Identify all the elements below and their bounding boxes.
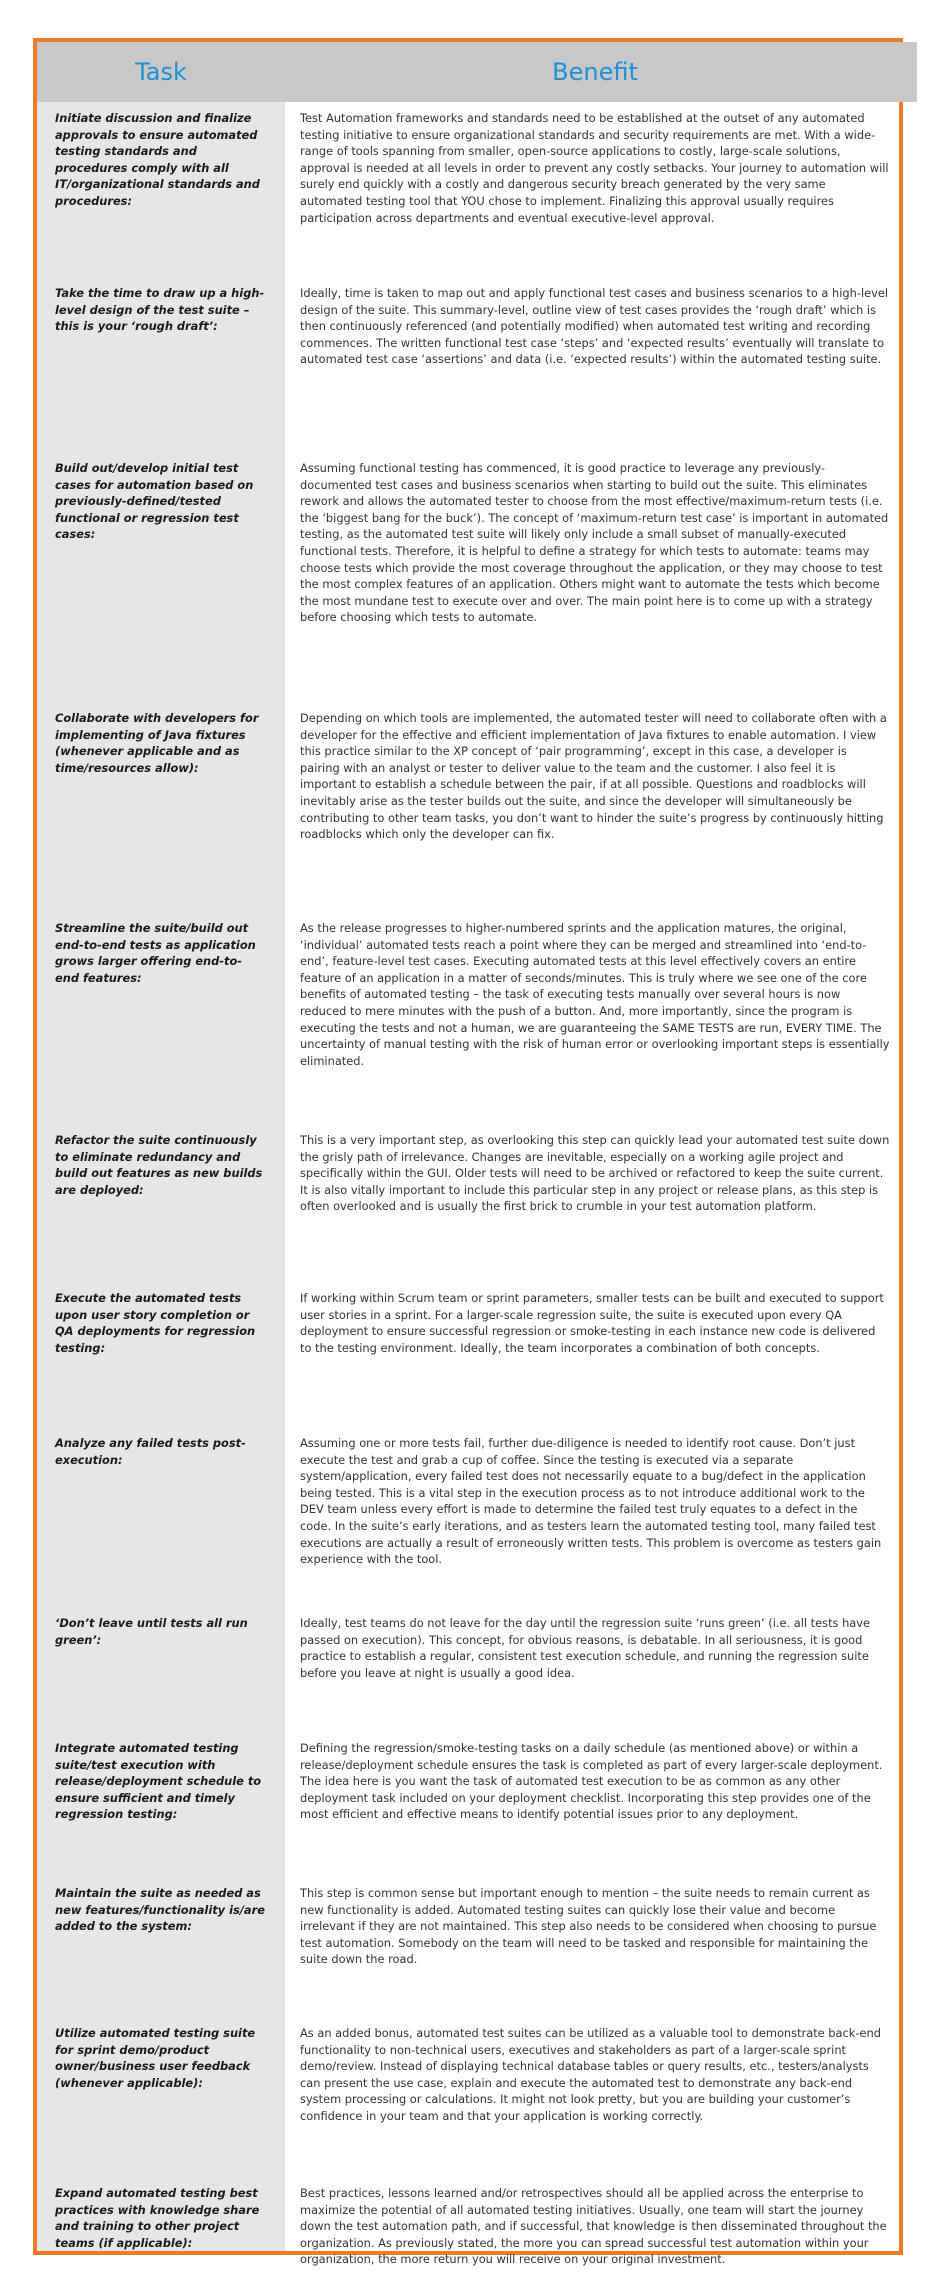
task-cell: Execute the automated tests upon user story completion or QA deployments for regression testing: <box>55 1291 256 1355</box>
benefit-cell: As the release progresses to higher-numbered sprints and the application matures, the original, ‘individual’ automated tests reach a point where they can be merged and streamlined into ‘end-to-end’, feature-level test cases. Executing automated tests at this level effectively covers an entire feature of an application in a matter of seconds/minutes. This is truly where we see one of the core benefits of automated testing – the task of executing tests manually over several hours is now reduced to mere minutes with the push of a button. And, more importantly, since the program is executing the tests and not a human, we are guaranteeing the SAME TESTS are run, EVERY TIME. The uncertainty of manual testing with the risk of human error or overlooking important steps is essentially eliminated. <box>300 921 890 1068</box>
task-cell: Utilize automated testing suite for sprint demo/product owner/business user feedback (whenever applicable): <box>55 2026 256 2090</box>
benefit-cell: Assuming one or more tests fail, further due-diligence is needed to identify root cause. Don’t just execute the test and grab a cup of coffee. Since the testing is executed via a separate system/application, every failed test does not necessarily equate to a bug/defect in the application being tested. This is a vital step in the execution process as to not introduce additional work to the DEV team unless every effort is made to determine the failed test truly equates to a defect in the code. In the suite’s early iterations, and as testers learn the automated testing tool, many failed test executions are actually a result of erroneously written tests. This problem is overcome as testers gain experience with the tool. <box>300 1436 882 1567</box>
benefit-cell: Defining the regression/smoke-testing tasks on a daily schedule (as mentioned above) or within a release/deployment schedule ensures the task is completed as part of every larger-scale deployment. The idea here is you want the task of automated test execution to be as common as any other deployment task included on your deployment checklist. Incorporating this step provides one of the most efficient and effective means to identify potential issues prior to any deployment. <box>300 1741 883 1822</box>
task-cell: Streamline the suite/build out end-to-end tests as application grows larger offering end-to-end features: <box>55 921 256 985</box>
benefit-cell: This step is common sense but important enough to mention – the suite needs to remain current as new functionality is added. Automated testing suites can quickly lose their value and become irrelevant if they are not maintained. This step also needs to be considered when choosing to pursue test automation. Somebody on the team will need to be tasked and responsible for maintaining the suite down the road. <box>300 1886 877 1967</box>
benefit-cell: This is a very important step, as overlooking this step can quickly lead your automated test suite down the grisly path of irrelevance. Changes are inevitable, especially on a working agile project and specifically within the GUI. Older tests will need to be archived or refactored to keep the suite current. It is also vitally important to include this particular step in any project or release plans, as this step is often overlooked and is usually the first brick to crumble in your test automation platform. <box>300 1133 890 1214</box>
task-cell: Refactor the suite continuously to eliminate redundancy and build out features as new builds are deployed: <box>55 1133 263 1197</box>
task-cell: Integrate automated testing suite/test execution with release/deployment schedule to ensure sufficient and timely regression testing: <box>55 1741 262 1822</box>
benefit-cell: Ideally, test teams do not leave for the day until the regression suite ‘runs green’ (i.e. all tests have passed on execution). This concept, for obvious reasons, is debatable. In all seriousness, it is good practice to establish a regular, consistent test execution schedule, and running the regression suite before you leave at night is usually a good idea. <box>300 1616 871 1680</box>
benefit-cell: As an added bonus, automated test suites can be utilized as a valuable tool to demonstrate back-end functionality to non-technical users, executives and stakeholders as part of a larger-scale sprint demo/review. Instead of displaying technical database tables or query results, etc., testers/analysts can present the use case, explain and execute the automated test to demonstrate any back-end system processing or calculations. It might not look pretty, but you are building your customer’s confidence in your team and that your application is working correctly. <box>300 2026 881 2123</box>
benefit-cell: Depending on which tools are implemented, the automated tester will need to collaborate often with a developer for the effective and efficient implementation of Java fixtures to enable automation. I view this practice similar to the XP concept of ‘pair programming’, except in this case, a developer is pairing with an analyst or tester to deliver value to the team and the customer. I also feel it is important to establish a schedule between the pair, if at all possible. Questions and roadblocks will inevitably arise as the tester builds out the suite, and since the developer will simultaneously be contributing to other team tasks, you don’t want to hinder the suite’s progress by continuously hitting roadblocks which only the developer can fix. <box>300 711 887 842</box>
task-column-header: Task <box>135 58 187 86</box>
benefit-cell: Assuming functional testing has commenced, it is good practice to leverage any previously-documented test cases and business scenarios when starting to build out the suite. This eliminates rework and allows the automated tester to choose from the most effective/maximum-return tests (i.e. the ‘biggest bang for the buck’). The concept of ‘maximum-return test case’ is important in automated testing, as the automated test suite will likely only include a small subset of manually-executed functional tests. Therefore, it is helpful to define a strategy for which tests to automate: teams may choose tests which provide the most coverage throughout the application, or they may choose to test the most complex features of an application. Others might want to automate the tests which become the most mundane test to execute over and over. The main point here is to come up with a strategy before choosing which tests to automate. <box>300 461 889 625</box>
task-cell: Expand automated testing best practices with knowledge share and training to other project teams (if applicable): <box>55 2186 260 2250</box>
task-cell: ‘Don’t leave until tests all run green’: <box>55 1616 248 1647</box>
task-cell: Collaborate with developers for implementing of Java fixtures (whenever applicable and as time/resources allow): <box>55 711 259 775</box>
task-cell: Build out/develop initial test cases for automation based on previously-defined/tested functional or regression test cases: <box>55 461 254 542</box>
benefit-cell: Test Automation frameworks and standards need to be established at the outset of any automated testing initiative to ensure organizational standards and security requirements are met. With a wide-range of tools spanning from smaller, open-source applications to costly, large-scale solutions, approval is needed at all levels in order to prevent any costly setbacks. Your journey to automation will surely end quickly with a costly and dangerous security breach generated by the very same automated testing tool that YOU chose to implement. Finalizing this approval usually requires participation across departments and eventual executive-level approval. <box>300 111 889 225</box>
benefit-cell: Ideally, time is taken to map out and apply functional test cases and business scenarios to a high-level design of the suite. This summary-level, outline view of test cases provides the ‘rough draft’ which is then continuously referenced (and potentially modified) when automated test writing and recording commences. The written functional test case ‘steps’ and ‘expected results’ eventually will translate to automated test case ‘assertions’ and data (i.e. ‘expected results’) within the automated testing suite. <box>300 286 889 367</box>
benefit-column-header: Benefit <box>552 58 638 86</box>
task-cell: Analyze any failed tests post-execution: <box>55 1436 246 1467</box>
benefit-cell: If working within Scrum team or sprint parameters, smaller tests can be built and executed to support user stories in a sprint. For a larger-scale regression suite, the suite is executed upon every QA deployment to ensure successful regression or smoke-testing in each instance new code is delivered to the testing environment. Ideally, the team incorporates a combination of both concepts. <box>300 1291 884 1355</box>
task-cell: Take the time to draw up a high-level design of the test suite – this is your ‘rough draft’: <box>55 286 265 334</box>
task-cell: Initiate discussion and finalize approvals to ensure automated testing standards and procedures comply with all IT/organizational standards and procedures: <box>55 111 260 208</box>
table-header <box>37 42 917 102</box>
benefit-cell: Best practices, lessons learned and/or retrospectives should all be applied across the enterprise to maximize the potential of all automated testing initiatives. Usually, one team will start the journey down the test automation path, and if successful, that knowledge is then disseminated throughout the organization. As previously stated, the more you can spread successful test automation within your organization, the more return you will receive on your original investment. <box>300 2186 887 2267</box>
task-cell: Maintain the suite as needed as new features/functionality is/are added to the system: <box>55 1886 265 1934</box>
best-practices-table <box>33 38 903 2267</box>
